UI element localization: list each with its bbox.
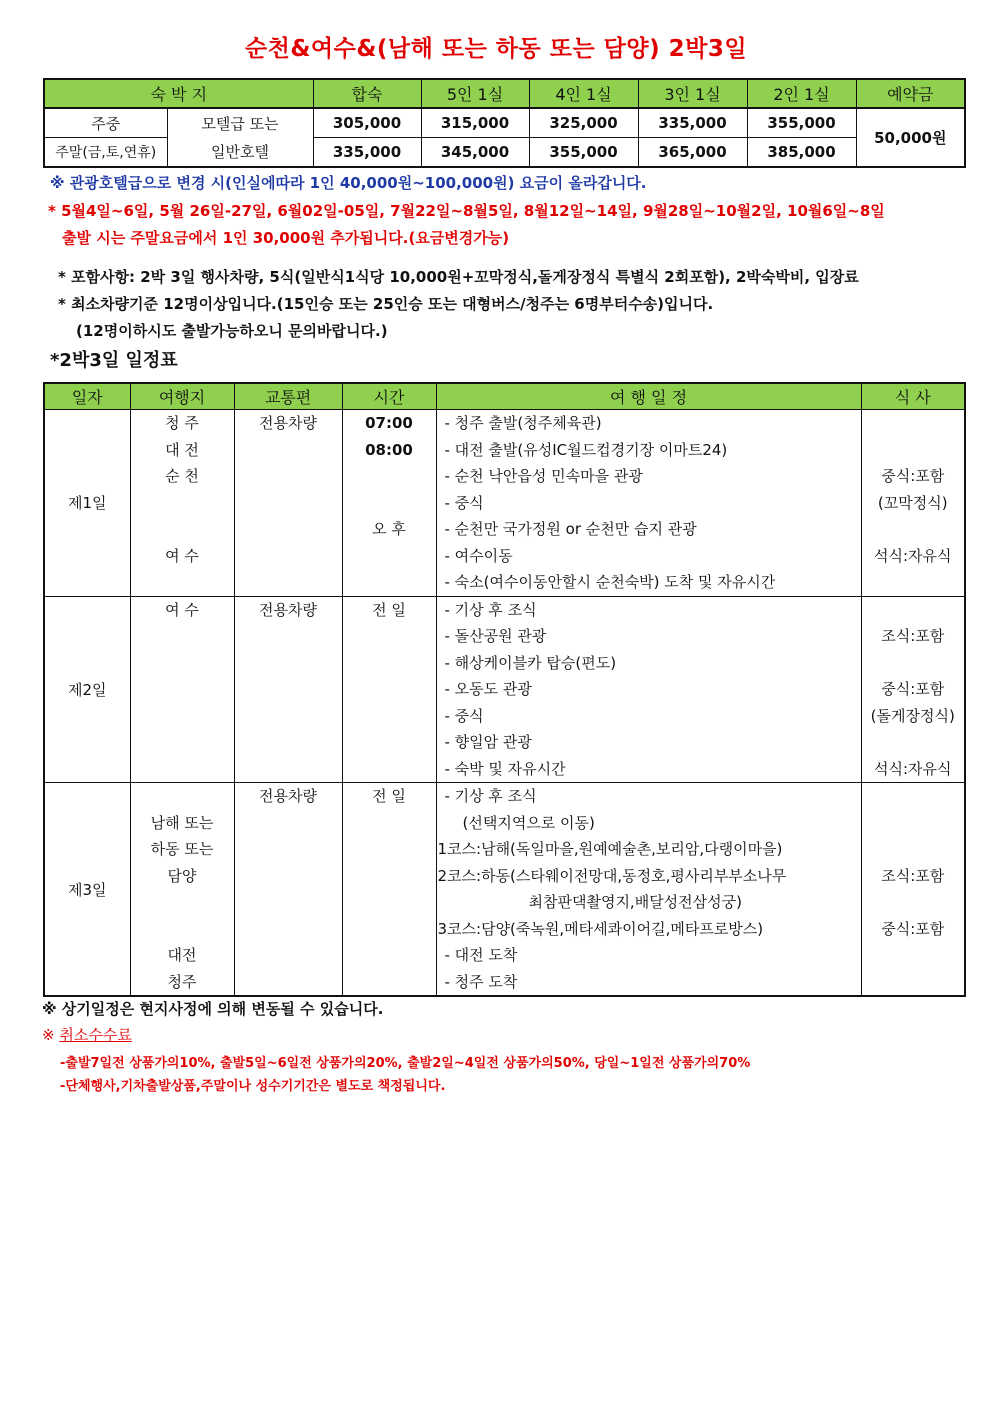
itinerary-item: 1코스:남해(독일마을,원예예술촌,보리암,다랭이마을) [437, 840, 783, 858]
lodging-line-1: 모텔급 또는 [201, 114, 279, 133]
itinerary-item: - 숙박 및 자유시간 [444, 759, 566, 778]
price-cell: 325,000 [529, 108, 638, 138]
cancel-title: 취소수수료 [59, 1026, 132, 1044]
meal [862, 889, 965, 916]
meal [862, 650, 965, 677]
day-itinerary [436, 596, 861, 783]
meal: 중식:포함 [881, 919, 945, 938]
day-places [130, 596, 234, 783]
place: 하동 또는 [150, 840, 214, 858]
transport: 전용차량 [259, 787, 317, 805]
place: 청 주 [165, 414, 199, 432]
meal [862, 410, 965, 437]
place: 청주 [167, 972, 197, 991]
price-header-4p: 4인 1실 [529, 79, 638, 108]
itinerary-item: - 오동도 관광 [444, 680, 532, 698]
meal [862, 729, 965, 756]
itinerary-item: - 중식 [444, 493, 484, 512]
transport: 전용차량 [259, 414, 317, 432]
meal: 조식:포함 [881, 627, 945, 645]
price-row-label: 주말(금,토,연휴) [44, 138, 167, 168]
itinerary-item: - 여수이동 [444, 546, 513, 565]
place [131, 569, 234, 596]
schedule-header-transport: 교통편 [234, 383, 342, 410]
schedule-header-place: 여행지 [130, 383, 234, 410]
transport: 전용차량 [259, 600, 317, 619]
itinerary-item: - 돌산공원 관광 [444, 627, 547, 645]
day-times [342, 410, 436, 597]
itinerary-item: - 청주 출발(청주체육관) [444, 414, 602, 432]
time: 전 일 [372, 600, 406, 619]
price-header-row [44, 79, 965, 108]
price-cell: 385,000 [747, 138, 856, 168]
meal [862, 597, 965, 624]
meal: 중식:포함 [881, 467, 945, 485]
itinerary-item: - 해상케이블카 탑승(편도) [444, 653, 617, 672]
time: 전 일 [372, 787, 406, 805]
time [343, 569, 436, 596]
day-meals [861, 410, 965, 597]
place: 순 천 [165, 467, 199, 485]
price-header-lodging: 숙 박 지 [44, 79, 313, 108]
schedule-day-1 [44, 410, 965, 597]
price-cell: 315,000 [421, 108, 529, 138]
meal [862, 969, 965, 996]
day-transport [234, 783, 342, 997]
day-times [342, 596, 436, 783]
includes-note: * 포함사항: 2박 3일 행사차량, 5식(일반식1식당 10,000원+꼬막정식,돌게장정식 특별식 2회포함), 2박숙박비, 입장료 [58, 268, 859, 286]
place: 대전 [167, 946, 197, 964]
place: 대 전 [165, 440, 199, 459]
time [343, 543, 436, 570]
group-note: -단체행사,기차출발상품,주말이나 성수기기간은 별도로 책정됩니다. [60, 1079, 446, 1094]
meal: 조식:포함 [881, 866, 945, 885]
price-row-weekday [44, 108, 965, 138]
price-table [43, 78, 966, 168]
cancel-fees: -출발7일전 상품가의10%, 출발5일~6일전 상품가의20%, 출발2일~4일전 상품가의50%, 당일~1일전 상품가의70% [60, 1056, 751, 1071]
cancel-mark: ※ [42, 1026, 55, 1044]
place [131, 516, 234, 543]
itinerary-item: 최참판댁촬영지,배달성전삼성궁) [528, 893, 742, 911]
price-header-3p: 3인 1실 [638, 79, 747, 108]
meal [862, 783, 965, 810]
day-times [342, 783, 436, 997]
price-header-5p: 5인 1실 [421, 79, 529, 108]
schedule-header-meal: 식 사 [861, 383, 965, 410]
time: 오 후 [372, 520, 406, 538]
price-header-deposit: 예약금 [856, 79, 965, 108]
itinerary-item: - 순천 낙안읍성 민속마을 관광 [444, 467, 643, 485]
day-transport [234, 410, 342, 597]
place: 남해 또는 [150, 813, 214, 832]
price-cell: 345,000 [421, 138, 529, 168]
meal [862, 516, 965, 543]
day-itinerary [436, 783, 861, 997]
day-places [130, 410, 234, 597]
day-label: 제2일 [44, 596, 130, 783]
itinerary-item: 3코스:담양(죽녹원,메타세콰이어길,메타프로방스) [437, 919, 764, 938]
day-transport [234, 596, 342, 783]
price-header-group: 합숙 [313, 79, 421, 108]
place: 여 수 [165, 546, 199, 565]
meal [862, 942, 965, 969]
meal: 석식:자유식 [873, 546, 952, 565]
place [131, 916, 234, 943]
itinerary-item: - 순천만 국가정원 or 순천만 습지 관광 [444, 520, 697, 538]
lodging-line-2: 일반호텔 [211, 142, 269, 161]
place [131, 783, 234, 810]
day-label: 제1일 [44, 410, 130, 597]
time [343, 490, 436, 517]
page-title: 순천&여수&(남해 또는 하동 또는 담양) 2박3일 [244, 36, 748, 62]
day-label: 제3일 [44, 783, 130, 997]
cancel-heading [42, 1024, 132, 1045]
price-cell: 355,000 [747, 108, 856, 138]
itinerary-item: - 중식 [444, 706, 484, 725]
meal [862, 836, 965, 863]
place [131, 889, 234, 916]
meal: 중식:포함 [881, 680, 945, 698]
schedule-header-time: 시간 [342, 383, 436, 410]
price-header-2p: 2인 1실 [747, 79, 856, 108]
meal [862, 569, 965, 596]
schedule-header-row [44, 383, 965, 410]
day-places [130, 783, 234, 997]
place: 여 수 [165, 600, 199, 619]
itinerary-item: - 기상 후 조식 [444, 787, 537, 805]
time: 08:00 [365, 440, 413, 459]
lodging-type [167, 108, 313, 167]
change-notice: ※ 상기일정은 현지사정에 의해 변동될 수 있습니다. [42, 1000, 384, 1018]
schedule-day-3 [44, 783, 965, 997]
itinerary-item: - 대전 도착 [444, 946, 518, 964]
time: 07:00 [365, 414, 413, 432]
schedule-table [43, 382, 966, 997]
meal: (꼬막정식) [877, 493, 948, 512]
price-cell: 305,000 [313, 108, 421, 138]
peak-surcharge-note: 출발 시는 주말요금에서 1인 30,000원 추가됩니다.(요금변경가능) [62, 229, 510, 247]
price-cell: 335,000 [638, 108, 747, 138]
deposit-value: 50,000원 [856, 108, 965, 167]
price-cell: 355,000 [529, 138, 638, 168]
price-cell: 365,000 [638, 138, 747, 168]
day-meals [861, 596, 965, 783]
place [131, 490, 234, 517]
day-itinerary [436, 410, 861, 597]
day-meals [861, 783, 965, 997]
place: 담양 [167, 866, 197, 885]
meal: (돌게장정식) [870, 706, 955, 725]
itinerary-item: - 기상 후 조식 [444, 600, 537, 619]
itinerary-item: - 청주 도착 [444, 972, 518, 991]
itinerary-item: - 숙소(여수이동안할시 순천숙박) 도착 및 자유시간 [444, 573, 776, 591]
hotel-upgrade-note: ※ 관광호텔급으로 변경 시(인실에따라 1인 40,000원~100,000원) 요금이 올라갑니다. [50, 174, 647, 192]
schedule-header-day: 일자 [44, 383, 130, 410]
time [343, 463, 436, 490]
min-people-note-2: (12명이하시도 출발가능하오니 문의바랍니다.) [76, 322, 388, 340]
price-cell: 335,000 [313, 138, 421, 168]
min-people-note: * 최소차량기준 12명이상입니다.(15인승 또는 25인승 또는 대형버스/청주는 6명부터수송)입니다. [58, 295, 714, 313]
meal: 석식:자유식 [873, 759, 952, 778]
price-row-label: 주중 [44, 108, 167, 138]
schedule-title: *2박3일 일정표 [50, 350, 178, 371]
itinerary-item: - 향일암 관광 [444, 733, 532, 751]
itinerary-item: (선택지역으로 이동) [462, 813, 595, 832]
meal [862, 810, 965, 837]
schedule-header-itinerary: 여 행 일 정 [436, 383, 861, 410]
itinerary-item: - 대전 출발(유성IC월드컵경기장 이마트24) [444, 440, 728, 459]
schedule-day-2 [44, 596, 965, 783]
peak-dates-note: * 5월4일~6일, 5월 26일-27일, 6월02일-05일, 7월22일~8월5일, 8월12일~14일, 9월28일~10월2일, 10월6일~8일 [48, 202, 885, 220]
itinerary-item: 2코스:하동(스타웨이전망대,동정호,평사리부부소나무 [437, 866, 787, 885]
meal [862, 437, 965, 464]
